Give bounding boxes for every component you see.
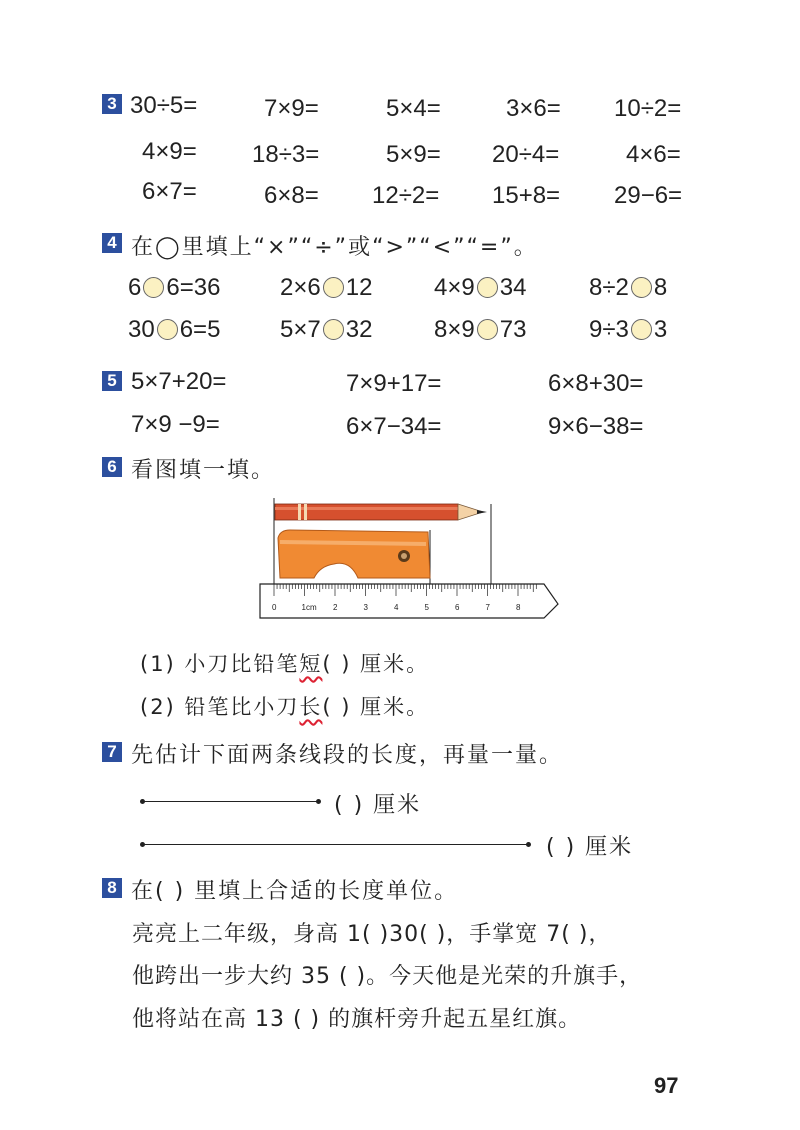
answer-circle[interactable] <box>323 277 344 298</box>
ruler-label: 4 <box>394 603 399 612</box>
answer-circle[interactable] <box>477 319 498 340</box>
knife-image <box>278 530 430 578</box>
q3-r1-c2: 5×9= <box>386 141 441 168</box>
answer-circle[interactable] <box>323 319 344 340</box>
q3-r0-c2: 5×4= <box>386 95 441 122</box>
q4-left: 8÷2 <box>589 274 629 301</box>
q4-item-r0-c2 <box>434 274 526 302</box>
q5-r0-c1: 7×9+17= <box>346 370 442 397</box>
ruler-label: 5 <box>424 603 429 612</box>
question-6-number: 6 <box>102 457 122 477</box>
q5-r1-c0: 7×9 −9= <box>131 411 220 438</box>
q3-r1-c0: 4×9= <box>142 138 197 165</box>
ruler-label: 8 <box>516 603 521 612</box>
question-8-number: 8 <box>102 878 122 898</box>
q5-r0-c2: 6×8+30= <box>548 370 644 397</box>
pencil-image <box>275 504 487 520</box>
q6-sub2-answer-blank[interactable]: ( ) 厘米。 <box>322 695 430 719</box>
q6-sub1-answer-blank[interactable]: ( ) 厘米。 <box>322 652 430 676</box>
q3-r1-c1: 18÷3= <box>252 141 320 168</box>
question-7-number: 7 <box>102 742 122 762</box>
q4-left: 6 <box>128 274 142 301</box>
q7-title: 先估计下面两条线段的长度，再量一量。 <box>131 743 564 768</box>
ruler-label: 6 <box>455 603 460 612</box>
ruler-label: 3 <box>363 603 368 612</box>
q7-line1-answer[interactable]: ( ) 厘米 <box>334 793 422 818</box>
page-number: 97 <box>654 1073 679 1098</box>
question-3-number: 3 <box>102 94 122 114</box>
q3-r0-c0: 30÷5= <box>130 92 198 119</box>
q4-left: 9÷3 <box>589 316 629 343</box>
q4-left: 30 <box>128 316 155 343</box>
q8-line-1: 亮亮上二年级，身高 1( )30( )，手掌宽 7( )， <box>132 922 612 947</box>
q4-right: 32 <box>345 316 373 343</box>
q4-item-r1-c2 <box>434 316 526 344</box>
q4-right: 3 <box>653 316 668 343</box>
q4-left: 2×6 <box>280 274 321 301</box>
q4-item-r1-c3 <box>589 316 667 344</box>
q3-r2-c0: 6×7= <box>142 178 197 205</box>
ruler-image <box>260 584 558 618</box>
q4-left: 5×7 <box>280 316 321 343</box>
q3-r1-c3: 20÷4= <box>492 141 560 168</box>
q8-title: 在( ) 里填上合适的长度单位。 <box>131 879 459 904</box>
q4-right: 73 <box>499 316 527 343</box>
q5-r1-c1: 6×7−34= <box>346 413 442 440</box>
ruler-label: 0 <box>272 603 277 612</box>
q6-sub2-emphasis: 长 <box>299 695 323 719</box>
q8-line-2: 他跨出一步大约 35 ( )。今天他是光荣的升旗手， <box>132 964 643 989</box>
q4-item-r1-c1 <box>280 316 372 344</box>
pencil-knife-ruler-figure <box>258 494 563 624</box>
q3-r0-c1: 7×9= <box>264 95 319 122</box>
q4-item-r0-c1 <box>280 274 372 302</box>
q8-line-3: 他将站在高 13 ( ) 的旗杆旁升起五星红旗。 <box>132 1007 582 1032</box>
q4-item-r0-c3 <box>589 274 667 302</box>
q5-r0-c0: 5×7+20= <box>131 368 227 395</box>
answer-circle[interactable] <box>157 319 178 340</box>
ruler-label: 1cm <box>301 603 317 612</box>
q5-r1-c2: 9×6−38= <box>548 413 644 440</box>
q3-r0-c4: 10÷2= <box>614 95 682 122</box>
q4-item-r0-c0 <box>128 274 220 302</box>
answer-circle[interactable] <box>631 319 652 340</box>
q4-right: 34 <box>499 274 527 301</box>
q3-r2-c4: 29−6= <box>614 182 683 209</box>
q3-r2-c2: 12÷2= <box>372 182 440 209</box>
answer-circle[interactable] <box>143 277 164 298</box>
q6-sub1-prefix: (1) 小刀比铅笔 <box>140 652 300 676</box>
q3-r1-c4: 4×6= <box>626 141 681 168</box>
q3-r2-c1: 6×8= <box>264 182 319 209</box>
ruler-label: 2 <box>333 603 338 612</box>
ruler-label: 7 <box>485 603 490 612</box>
q6-title: 看图填一填。 <box>131 458 276 483</box>
q6-sub1 <box>140 648 429 678</box>
q4-right: 6=5 <box>179 316 221 343</box>
answer-circle[interactable] <box>477 277 498 298</box>
q4-left: 4×9 <box>434 274 475 301</box>
q6-sub1-emphasis: 短 <box>299 652 323 676</box>
q4-right: 6=36 <box>166 274 221 301</box>
q6-sub2-prefix: (2) 铅笔比小刀 <box>140 695 300 719</box>
q3-r2-c3: 15+8= <box>492 182 561 209</box>
q4-item-r1-c0 <box>128 316 220 344</box>
q6-sub2 <box>140 691 429 721</box>
q4-right: 8 <box>653 274 668 301</box>
q4-left: 8×9 <box>434 316 475 343</box>
q4-right: 12 <box>345 274 373 301</box>
q7-line2-answer[interactable]: ( ) 厘米 <box>546 835 634 860</box>
question-5-number: 5 <box>102 371 122 391</box>
question-4-number: 4 <box>102 233 122 253</box>
q4-instruction: 在◯里填上“×”“÷”或“>”“<”“=”。 <box>131 235 538 260</box>
q3-r0-c3: 3×6= <box>506 95 561 122</box>
answer-circle[interactable] <box>631 277 652 298</box>
